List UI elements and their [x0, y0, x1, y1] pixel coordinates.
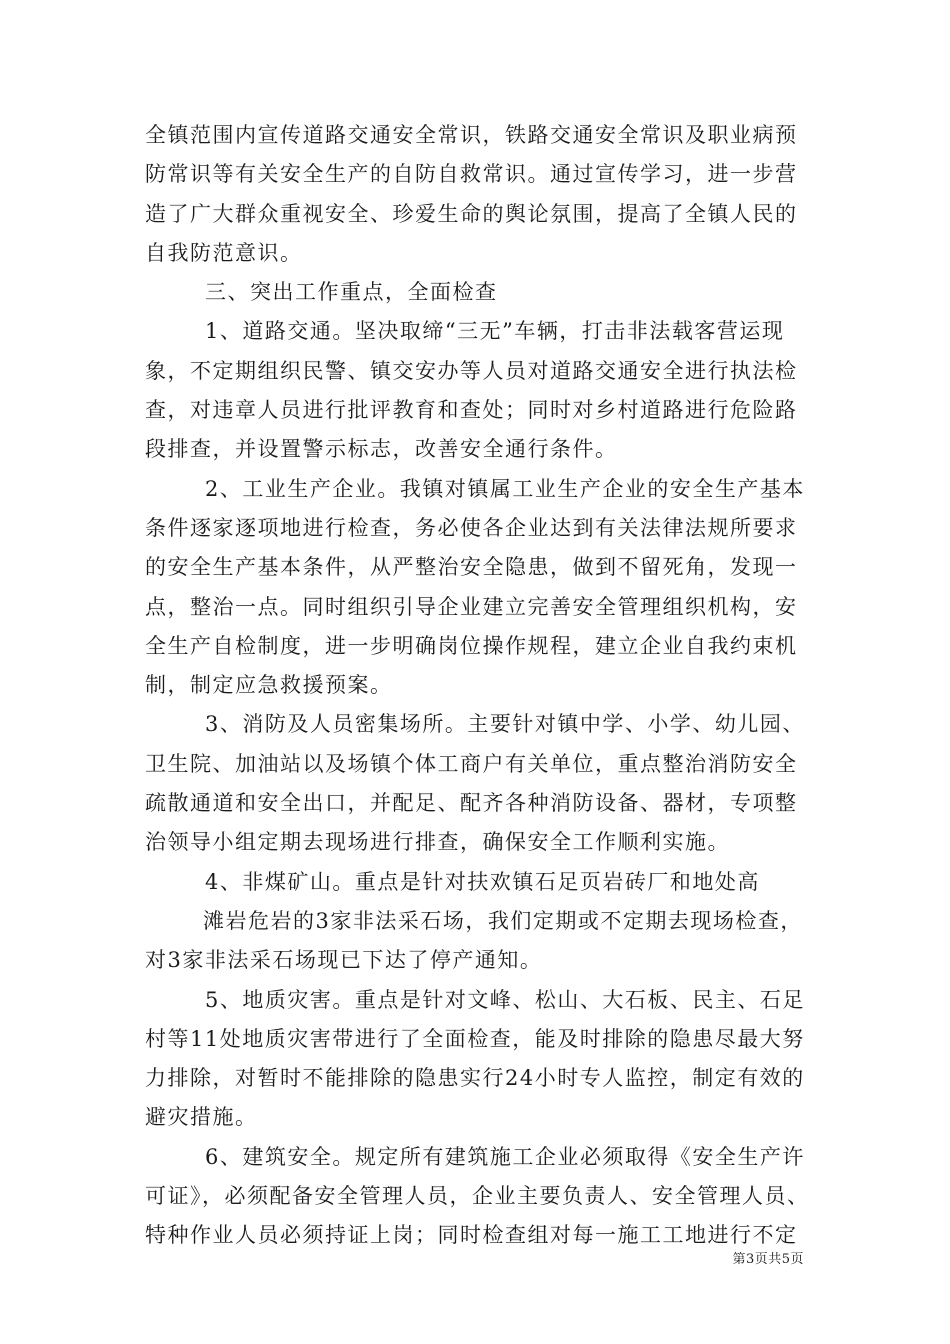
paragraph-geological-hazards: 5、地质灾害。重点是针对文峰、松山、大石板、民主、石足村等11处地质灾害带进行了全面检查，能及时排除的隐患尽最大努力排除，对暂时不能排除的隐患实行24小时专人监控，制定有效的避灾措施。: [145, 987, 805, 1130]
paragraph-non-coal-mines-line2: 滩岩危岩的3家非法采石场，我们定期或不定期去现场检查，: [203, 908, 803, 933]
paragraph-fire-crowded-places: 3、消防及人员密集场所。主要针对镇中学、小学、幼儿园、卫生院、加油站以及场镇个体工商户有关单位，重点整治消防安全疏散通道和安全出口，并配足、配齐各种消防设备、器材，专项整治领导小组定期去现场进行排查，确保安全工作顺利实施。: [145, 712, 805, 855]
paragraph-industrial-enterprises: 2、工业生产企业。我镇对镇属工业生产企业的安全生产基本条件逐家逐项地进行检查，务必使各企业达到有关法律法规所要求的安全生产基本条件，从严整治安全隐患，做到不留死角，发现一点，整治一点。同时组织引导企业建立完善安全管理组织机构，安全生产自检制度，进一步明确岗位操作规程，建立企业自我约束机制，制定应急救援预案。: [145, 476, 805, 698]
page-number-footer: 第3页共5页: [732, 1252, 804, 1267]
paragraph-road-traffic: 1、道路交通。坚决取缔“三无”车辆，打击非法载客营运现象，不定期组织民警、镇交安办等人员对道路交通安全进行执法检查，对违章人员进行批评教育和查处；同时对乡村道路进行危险路段排查，并设置警示标志，改善安全通行条件。: [145, 319, 798, 462]
paragraph-publicity: 全镇范围内宣传道路交通安全常识，铁路交通安全常识及职业病预防常识等有关安全生产的自防自救常识。通过宣传学习，进一步营造了广大群众重视安全、珍爱生命的舆论氛围，提高了全镇人民的自我防范意识。: [145, 123, 798, 265]
paragraph-construction-safety: 6、建筑安全。规定所有建筑施工企业必须取得《安全生产许可证》，必须配备安全管理人员，企业主要负责人、安全管理人员、特种作业人员必须持证上岗；同时检查组对每一施工工地进行不定: [145, 1144, 810, 1248]
document-body: [145, 116, 815, 1256]
paragraph-non-coal-mines-line3: 对3家非法采石场现已下达了停产通知。: [145, 948, 543, 973]
section-heading-key-inspections: 三、突出工作重点，全面检查: [205, 280, 498, 305]
paragraph-non-coal-mines: 4、非煤矿山。重点是针对扶欢镇石足页岩砖厂和地处高: [205, 869, 760, 894]
